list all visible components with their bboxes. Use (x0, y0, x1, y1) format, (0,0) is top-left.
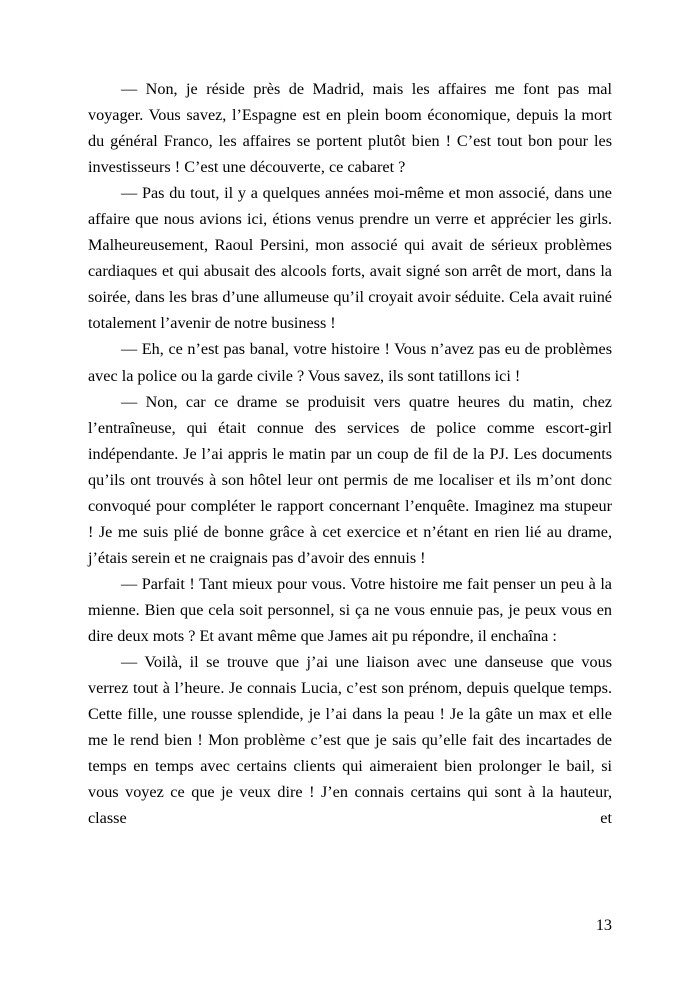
page-text-block (88, 76, 612, 831)
paragraph: — Non, car ce drame se produisit vers quatre heures du matin, chez l’entraîneuse, qui était connue des services de police comme escort-girl indépendante. Je l’ai appris le matin par un coup de fil de la PJ. Les documents qu’ils ont trouvés à son hôtel leur ont permis de me localiser et ils m’ont donc convoqué pour compléter le rapport concernant l’enquête. Imaginez ma stupeur ! Je me suis plié de bonne grâce à cet exercice et n’étant en rien lié au drame, j’étais serein et ne craignais pas d’avoir des ennuis ! (88, 392, 612, 567)
paragraph: — Parfait ! Tant mieux pour vous. Votre histoire me fait penser un peu à la mienne. Bien que cela soit personnel, si ça ne vous ennuie pas, je peux vous en dire deux mots ? Et avant même que James ait pu répondre, il enchaîna : (88, 574, 612, 645)
paragraph: — Voilà, il se trouve que j’ai une liaison avec une danseuse que vous verrez tout à l’heure. Je connais Lucia, c’est son prénom, depuis quelque temps. Cette fille, une rousse splendide, je l’ai dans la peau ! Je la gâte un max et elle me le rend bien ! Mon problème c’est que je sais qu’elle fait des incartades de temps en temps avec certains clients qui aimeraient bien prolonger le bail, si vous voyez ce que je veux dire ! J’en connais certains qui sont à la hauteur, classe et (88, 653, 612, 828)
paragraph: — Non, je réside près de Madrid, mais les affaires me font pas mal voyager. Vous savez, l’Espagne est en plein boom économique, depuis la mort du général Franco, les affaires se portent plutôt bien ! C’est tout bon pour les investisseurs ! C’est une découverte, ce cabaret ? (88, 80, 612, 177)
paragraph: — Eh, ce n’est pas banal, votre histoire ! Vous n’avez pas eu de problèmes avec la police ou la garde civile ? Vous savez, ils sont tatillons ici ! (88, 340, 612, 385)
paragraph: — Pas du tout, il y a quelques années moi-même et mon associé, dans une affaire que nous avions ici, étions venus prendre un verre et apprécier les girls. Malheureusement, Raoul Persini, mon associé qui avait de sérieux problèmes cardiaques et qui abusait des alcools forts, avait signé son arrêt de mort, dans la soirée, dans les bras d’une allumeuse qu’il croyait avoir séduite. Cela avait ruiné totalement l’avenir de notre business ! (88, 184, 612, 333)
page-number: 13 (595, 916, 612, 934)
